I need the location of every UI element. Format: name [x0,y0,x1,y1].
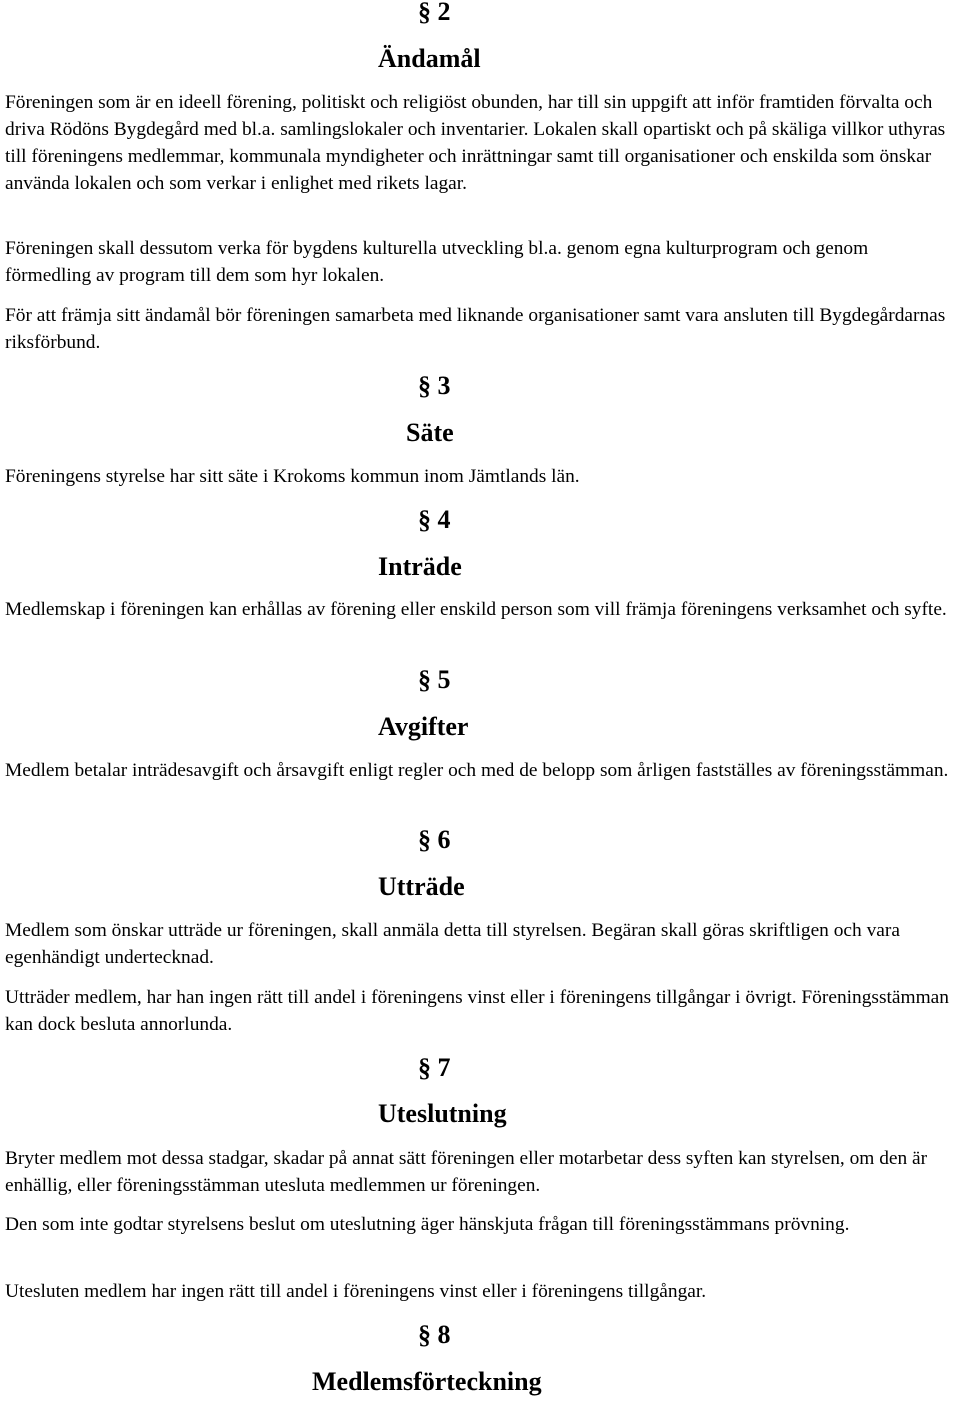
section-8-title: Medlemsförteckning [312,1367,542,1396]
section-7-paragraph-3: Utesluten medlem har ingen rätt till andel i föreningens vinst eller i föreningens tillgångar. [5,1281,707,1302]
section-2-paragraph-1: Föreningen som är en ideell förening, politiskt och religiöst obunden, har till sin uppgift att inför framtiden förvalta och driva Rödöns Bygdegård med bl.a. samlingslokaler och inventarier. Lokalen skall opartiskt och på skäliga villkor uthyras till föreningens medlemmar, kommunala myndigheter och inrättningar samt till organisationer och enskilda som önskar använda lokalen och som verkar i enlighet med rikets lagar. [5,92,946,194]
section-7-paragraph-1: Bryter medlem mot dessa stadgar, skadar på annat sätt föreningen eller motarbetar dess syften kan styrelsen, om den är enhällig, eller föreningsstämman utesluta medlemmen ur föreningen. [5,1148,928,1196]
section-4-paragraph-1: Medlemskap i föreningen kan erhållas av förening eller enskild person som vill främja föreningens verksamhet och syfte. [5,599,947,620]
section-2-title: Ändamål [378,44,481,73]
section-5-number: § 5 [418,665,451,694]
section-6-number: § 6 [418,825,451,854]
section-5-paragraph-1: Medlem betalar inträdesavgift och årsavgift enligt regler och med de belopp som årligen fastställes av föreningsstämman. [5,760,949,781]
section-3-number: § 3 [418,371,451,400]
section-5-title: Avgifter [378,712,469,741]
section-2-paragraph-3: För att främja sitt ändamål bör föreningen samarbeta med liknande organisationer samt vara ansluten till Bygdegårdarnas riksförbund. [5,305,946,353]
section-4-title: Inträde [378,552,462,581]
section-3-paragraph-1: Föreningens styrelse har sitt säte i Krokoms kommun inom Jämtlands län. [5,466,580,487]
section-8-number: § 8 [418,1320,451,1349]
section-2-paragraph-2: Föreningen skall dessutom verka för bygdens kulturella utveckling bl.a. genom egna kulturprogram och genom förmedling av program till dem som hyr lokalen. [5,238,869,286]
section-7-number: § 7 [418,1053,451,1082]
section-6-title: Utträde [378,872,465,901]
section-2-number: § 2 [418,0,451,26]
section-7-title: Uteslutning [378,1099,507,1128]
section-7-paragraph-2: Den som inte godtar styrelsens beslut om uteslutning äger hänskjuta frågan till föreningsstämmans prövning. [5,1214,850,1235]
section-6-paragraph-2: Utträder medlem, har han ingen rätt till andel i föreningens vinst eller i föreningens tillgångar i övrigt. Föreningsstämman kan dock besluta annorlunda. [5,987,949,1035]
section-4-number: § 4 [418,505,451,534]
section-6-paragraph-1: Medlem som önskar utträde ur föreningen, skall anmäla detta till styrelsen. Begäran skall göras skriftligen och vara egenhändigt undertecknad. [5,920,900,968]
section-3-title: Säte [406,418,454,447]
